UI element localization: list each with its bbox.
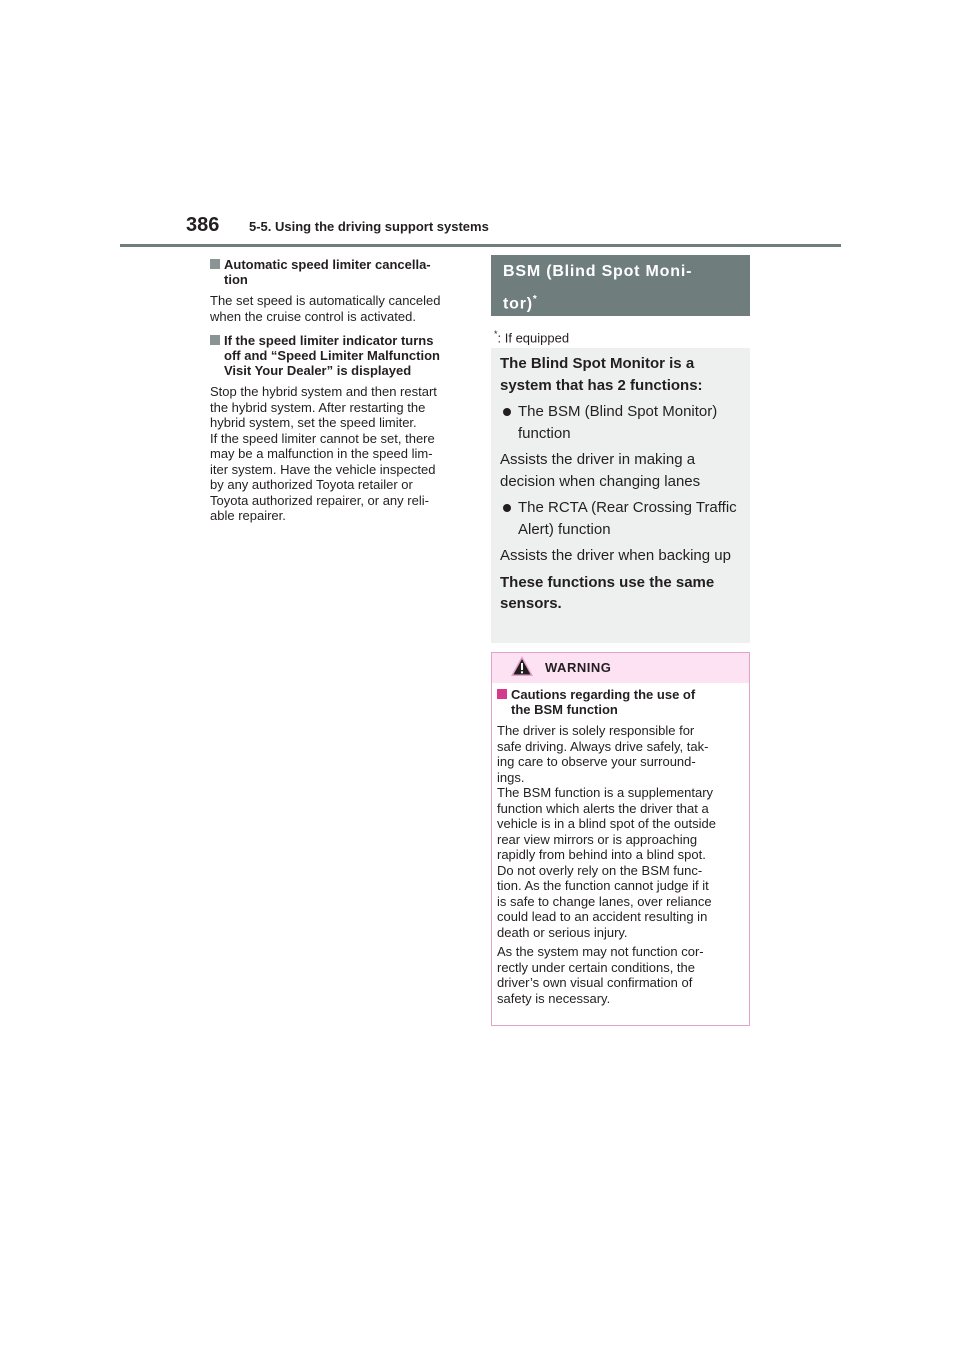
bullet-text: The BSM (Blind Spot Monitor) function — [518, 403, 718, 442]
warning-body — [492, 683, 749, 1006]
bullet-dot-icon — [503, 504, 511, 512]
heading-text: Automatic speed limiter cancella- tion — [224, 257, 431, 287]
summary-rcta-description: Assists the driver when backing up — [500, 547, 731, 564]
warning-triangle-icon — [510, 655, 534, 677]
bullet-dot-icon — [503, 408, 511, 416]
square-bullet-icon — [210, 335, 220, 345]
footnote-text: : If equipped — [497, 330, 570, 346]
header-rule — [120, 244, 841, 247]
heading-text: If the speed limiter indicator turns off and “Speed Limiter Malfunction Visit Your Dealer” is displayed — [224, 333, 440, 378]
section-title: 5-5. Using the driving support systems — [249, 219, 489, 234]
warning-header — [492, 653, 749, 683]
bsm-title-asterisk: * — [532, 294, 538, 305]
page-number: 386 — [186, 214, 220, 236]
warning-heading — [497, 687, 741, 717]
square-bullet-icon — [497, 689, 507, 699]
bsm-title: BSM (Blind Spot Moni- tor) — [503, 263, 693, 313]
summary-intro: The Blind Spot Monitor is a system that has 2 functions: — [500, 355, 703, 394]
summary-closing: These functions use the same sensors. — [500, 573, 715, 612]
paragraph-speed-limiter-malfunction: Stop the hybrid system and then restart the hybrid system. After restarting the hybrid system, set the speed limiter. If the speed limiter cannot be set, there may be a malfunction in the speed lim- iter system. Have the vehicle inspected by any authorized Toyota retailer or Toyota authorized repairer, or any reli- able repairer. — [210, 384, 437, 523]
summary-bullet-bsm — [500, 401, 742, 444]
summary-bullet-rcta — [500, 497, 742, 540]
warning-paragraph-responsibility: The driver is solely responsible for safe driving. Always drive safely, tak- ing care to observe your surround- ings. The BSM function is a supplementary function which alerts the driver that a vehicle is in a blind spot of the outside rear view mirrors or is approaching rapidly from behind into a blind spot. Do not overly rely on the BSM func- tion. As the function cannot judge if it is safe to change lanes, over reliance could lead to an accident resulting in death or serious injury. — [497, 723, 716, 940]
bsm-summary-box — [491, 348, 750, 643]
footnote-asterisk: * — [494, 329, 498, 339]
bullet-text: The RCTA (Rear Crossing Traffic Alert) function — [518, 499, 737, 538]
summary-bsm-description: Assists the driver in making a decision when changing lanes — [500, 451, 701, 490]
warning-box — [491, 652, 750, 1026]
square-bullet-icon — [210, 259, 220, 269]
left-column — [210, 257, 468, 533]
warning-label: WARNING — [545, 660, 612, 675]
heading-text: Cautions regarding the use of the BSM function — [511, 687, 696, 717]
section-heading-speed-limiter-cancellation — [210, 257, 468, 287]
equipment-footnote — [494, 329, 569, 345]
section-heading-speed-limiter-malfunction — [210, 333, 468, 378]
paragraph-speed-limiter-cancellation: The set speed is automatically canceled when the cruise control is activated. — [210, 293, 441, 324]
bsm-title-bar — [491, 255, 750, 316]
warning-paragraph-visual-confirmation: As the system may not function cor- rectly under certain conditions, the driver’s own visual confirmation of safety is necessary. — [497, 944, 704, 1006]
